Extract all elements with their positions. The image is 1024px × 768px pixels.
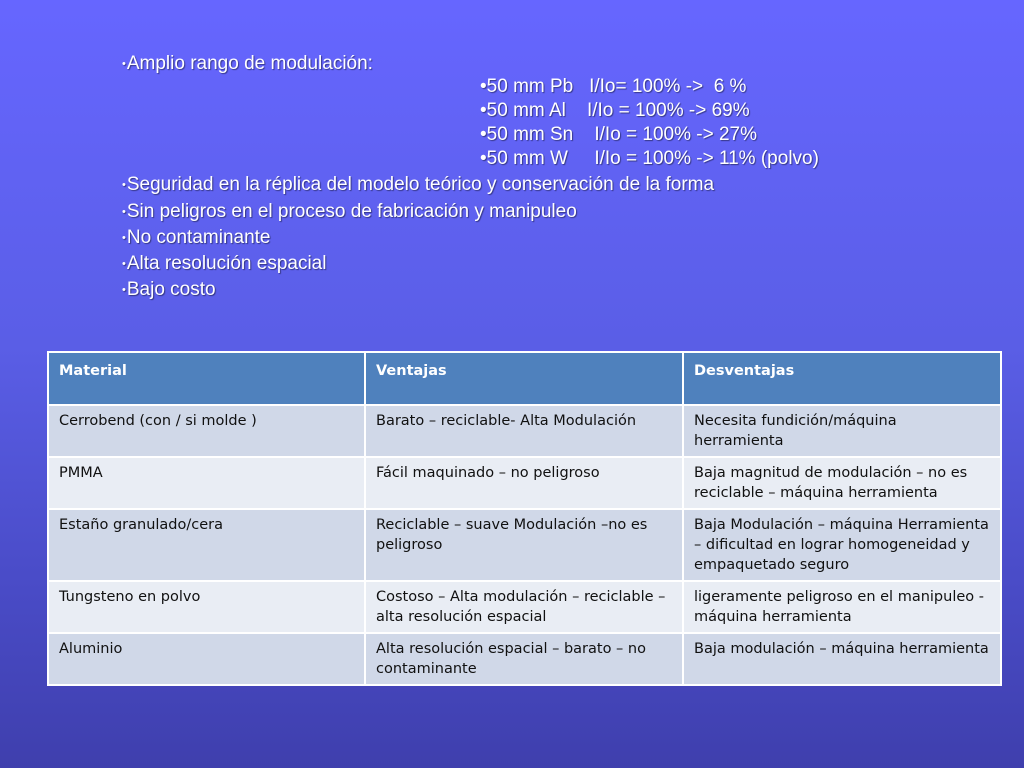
- sub-bullet-al: •50 mm Al I/Io = 100% -> 69%: [480, 100, 750, 121]
- sub-bullet-w: •50 mm W I/Io = 100% -> 11% (polvo): [480, 148, 819, 169]
- cell-desventajas: Baja magnitud de modulación – no es reciclable – máquina herramienta: [683, 457, 1001, 509]
- cell-desventajas: Baja modulación – máquina herramienta: [683, 633, 1001, 685]
- cell-ventajas: Alta resolución espacial – barato – no contaminante: [365, 633, 683, 685]
- cell-material: PMMA: [48, 457, 365, 509]
- header-ventajas: Ventajas: [365, 352, 683, 405]
- bullet-bajo-costo: •Bajo costo: [122, 279, 216, 300]
- table-row: [48, 633, 1001, 685]
- cell-ventajas: Reciclable – suave Modulación –no es peligroso: [365, 509, 683, 581]
- cell-material: Estaño granulado/cera: [48, 509, 365, 581]
- header-desventajas: Desventajas: [683, 352, 1001, 405]
- cell-ventajas: Costoso – Alta modulación – reciclable – alta resolución espacial: [365, 581, 683, 633]
- header-material: Material: [48, 352, 365, 405]
- cell-desventajas: ligeramente peligroso en el manipuleo - máquina herramienta: [683, 581, 1001, 633]
- table-row: [48, 405, 1001, 457]
- sub-bullet-pb: •50 mm Pb I/Io= 100% -> 6 %: [480, 76, 747, 97]
- bullet-sin-peligros: •Sin peligros en el proceso de fabricación y manipuleo: [122, 201, 577, 222]
- bullet-no-contaminante: •No contaminante: [122, 227, 271, 248]
- cell-material: Cerrobend (con / si molde ): [48, 405, 365, 457]
- cell-desventajas: Necesita fundición/máquina herramienta: [683, 405, 1001, 457]
- materials-table: [47, 351, 1002, 686]
- bullet-alta-resolucion: •Alta resolución espacial: [122, 253, 327, 274]
- bullet-seguridad: •Seguridad en la réplica del modelo teórico y conservación de la forma: [122, 174, 715, 195]
- sub-bullet-sn: •50 mm Sn I/Io = 100% -> 27%: [480, 124, 758, 145]
- bullet-amplio: •Amplio rango de modulación:: [122, 53, 373, 74]
- cell-material: Tungsteno en polvo: [48, 581, 365, 633]
- table-row: [48, 509, 1001, 581]
- cell-desventajas: Baja Modulación – máquina Herramienta – dificultad en lograr homogeneidad y empaquetado seguro: [683, 509, 1001, 581]
- cell-ventajas: Fácil maquinado – no peligroso: [365, 457, 683, 509]
- table-row: [48, 457, 1001, 509]
- cell-material: Aluminio: [48, 633, 365, 685]
- cell-ventajas: Barato – reciclable- Alta Modulación: [365, 405, 683, 457]
- table-row: [48, 581, 1001, 633]
- table-header-row: [48, 352, 1001, 405]
